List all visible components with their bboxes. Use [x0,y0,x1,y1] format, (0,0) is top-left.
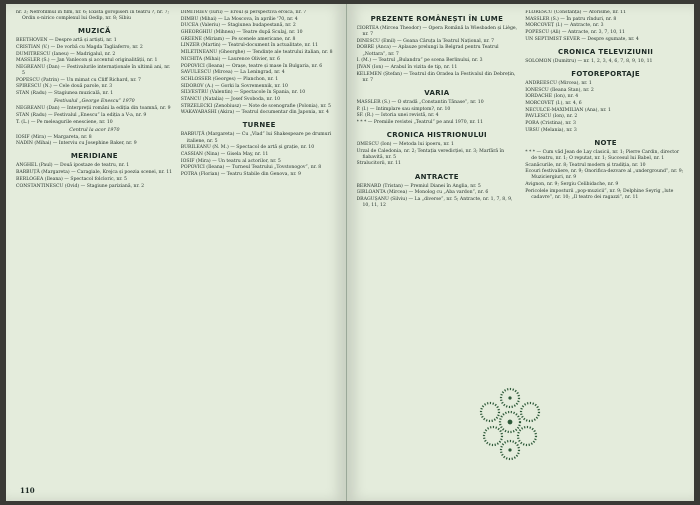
index-entry: KELEMEN (Ștefan) — Teatrul din Oradea la Festivalul din Debrețin, nr. 7 [356,71,516,83]
index-entry: MILETINEANU (Gheorghe) — Tendințe ale teatrului italian, nr. 8 [180,50,333,56]
index-entry: NADIN (Mihai) — Interviu cu Josephine Baker, nr. 9 [16,141,137,147]
index-entry: CRISTIAN (V.) — De vorbă cu Magda Tagliaferro, nr. 2 [16,44,143,50]
index-entry: POPESCU (Ali) — Antracte, nr. 3, 7, 10, 11 [525,30,625,36]
index-entry: STAN (Radu) — Festivalul „Enescu” la ediția a V-a, nr. 9 [16,112,147,118]
index-entry: GIRLOANTA (Mircea) — Monolog cu „Aba vardon”, nr. 6 [356,190,489,196]
index-entry: STRZELECKI (Zenobiusz) — Note de scenografie (Polonia), nr. 5 [180,103,331,109]
index-entry: POPOVICI (Ileana) — Orașe, teatre și mase în Bulgaria, nr. 6 [180,63,323,69]
index-entry: NICHITA (Mihai) — Laurence Olivier, nr. 6 [180,56,280,62]
section-heading: CRONICA TELEVIZIUNII [558,47,654,56]
index-entry: DUCEA (Valeriu) — Stagiunea budapestană, nr. 2 [180,23,296,29]
section-heading: FOTOREPORTAJE [571,69,640,78]
index-entry: PORA (Cristina), nr. 3 [525,121,576,127]
index-entry: T. (L.) — Pe meleagurile enesciene, nr. 10 [16,119,113,125]
index-entry: SF. (R.) — Istoria unei revistă, nr. 4 [356,113,439,119]
left-page-column-2 [181,10,338,483]
index-entry: MASSLER (S.) — Jan Vanlecon și accentul originalității, nr. 1 [16,58,158,64]
index-entry: MASSLER (S.) — În patru rînduri, nr. 8 [525,16,617,22]
index-entry: P. (I.) — Intimplare sau simptom?, nr. 10 [356,106,451,112]
index-entry: SIDOROV (A.) — Gorki la Sovremennik, nr. 10 [180,83,288,89]
index-entry: DOBRE (Anca) — Aplauze prelungi la Belgrad pentru Teatrul „Nottara”, nr. 7 [356,45,499,57]
index-entry: SAVULESCU (Mircea) — La Leningrad, nr. 4 [180,70,285,76]
index-entry: ANGHEL (Paul) — Două ipostaze de teatru, nr. 1 [16,163,130,169]
index-entry: NECULCE-MAXIMILIAN (Ana), nr. 1 [525,107,611,113]
index-entry: BARBUȚĂ (Margareta) — Caragiale, Krejca și poezia scenei, nr. 11 [16,170,173,176]
left-page [6,4,347,501]
index-entry: I. (M.) — Teatrul „Bulandra” pe scena Berlinului, nr. 3 [356,58,483,64]
index-entry: BARBUȚĂ (Margareta) — Cu „Vlad” lui Shakespeare pe drumuri italiene, nr. 5 [180,132,332,144]
index-entry: Stralucitorii, nr. 11 [356,161,401,167]
index-entry: Urzal de Caledonia, nr. 2; Tentația veredicției, nr. 3; Marfără în fiabavită, nr. 5 [356,148,505,160]
index-entry: DRAGUȘANU (Silviu) — La „diverse”, nr. 5; Antracte, nr. 1, 7, 8, 9, 10, 11, 12 [356,196,513,208]
index-entry: Scanăcurile, nr. 8; Teatrul modern și tradiția, nr. 10 [525,162,646,168]
index-entry: MORCOVEȚ (I.) — Antracte, nr. 3 [525,23,604,29]
index-entry: DIMITRIEV (Iurii) — Eroul și perspectiva eroică, nr. 7 [180,10,307,15]
index-entry: MORCOVEȚ (I.), nr. 4, 6 [525,101,582,106]
index-entry: URSU (Melania), nr. 3 [525,127,577,133]
index-entry: JIVAN (Ion) — Arabul în vizita de tip, nr. 11 [356,64,458,70]
index-entry: BEETHOVEN — Despre artă și artiști, nr. 1 [16,38,117,44]
index-entry: DINESCU (Emil) — Goana Căruța la Teatrul Național, nr. 7 [356,38,495,44]
index-entry: GREENE (Miriam) — Pe scenele americane, nr. 8 [180,36,296,42]
index-entry: nr. 3; Nefrofilmul în film, nr. 6; Există goropiseri în teatru ?, nr. 7; Ordin o-nirico complexul lui Oedip, nr. 8; Sibiu [16,10,170,22]
right-page [347,4,695,501]
index-entry: SOLOMON (Dumitru) — nr. 1, 2, 3, 4, 6, 7, 8, 9, 10, 11 [525,58,653,64]
index-entry: NEGREANU (Dan) — Interpreții români la ediția din toamnă, nr. 9 [16,106,171,112]
index-entry: UN SEPTIMIST SEVER — Despre sgumate, nr. 4 [525,36,639,42]
page-number: 110 [20,486,35,495]
index-entry: DIMBU (Mihai) — La Moscova, în aprilie '70, nr. 4 [180,16,298,22]
floral-ornament-icon [475,384,545,466]
index-entry: Avignon, nr. 9; Sergiu Celibidache, nr. 9 [525,182,619,188]
section-heading: ANTRACTE [414,172,459,181]
index-entry: SPIRESCU (N.) — Cele două parole, nr. 3 [16,84,113,90]
subsection-heading: Centrul la acor 1970 [69,127,120,133]
section-heading: NOTE [594,138,617,147]
index-entry: MASSLER (S.) — O stradă „Constantin Tănase”, nr. 10 [356,99,484,105]
index-entry: Pericolele imposturii „pop-muzicii”, nr. 9; Delphine Seyrig „lute cadavre”, nr. 10; „Il teatro dei ragazzi”, nr. 11 [525,188,674,200]
index-entry: STANCU (Natalia) — Josef Svoboda, nr. 10 [180,96,281,102]
index-entry: LINZER (Martin) — Teatrul-document în actualitate, nr. 11 [180,43,319,49]
subsection-heading: Festivalul „George Enescu” 1970 [54,99,135,105]
index-entry: * * * — Premiile revistei „Teatrul” pe anul 1970, nr. 11 [356,119,483,125]
index-entry: NEGREANU (Dan) — Festivalurile internaționale în ultimii ani, nr. 5 [16,64,171,77]
index-entry: STAN (Radu) — Stagiunea muzicală, nr. 1 [16,91,114,97]
index-entry: BURILEANU (N. M.) — Spectacol de artă și grație, nr. 10 [180,145,315,151]
index-entry: CONSTANTINESCU (Ovid) — Stagiune pariziană, nr. 2 [16,183,145,189]
index-entry: IOSIF (Mira) — Margareta, nr. 8 [16,134,92,140]
index-entry: Ecouri festivaliere, nr. 9; Onorifica-dezvare al „underground”, nr. 9; Muziciergiuri, nr. 9 [525,169,684,181]
index-entry: OMESCU (Ion) — Metoda lui ipoeru, nr. 1 [356,141,454,147]
section-heading: PREZENTE ROMÂNEȘTI ÎN LUME [370,15,504,23]
index-entry: BERNARD (Tristan) — Premiul Dianei în Anglia, nr. 5 [356,183,481,189]
index-entry: ANDREESCU (Mircea), nr. 1 [525,80,592,86]
index-entry: CASSIAN (Nina) — Gisela May, nr. 11 [180,151,269,157]
section-heading: TURNEE [242,121,276,130]
right-page-column-2 [525,10,686,483]
index-entry: IOSIF (Mira) — Un teatru al actorilor, nr. 5 [180,158,281,164]
index-entry: * * * — Cum văd Jean de Lay clasicii, nr. 1; Pierre Cardin, director de teatru, nr. 1; O reputat, nr. 1; Succesul lui Babel, nr. 1 [525,149,680,161]
section-heading: MERIDIANE [70,152,118,161]
index-entry: CIORTEA (Mircea Theodor) — Opera Română la Wiesbaden și Liège, nr. 7 [356,26,518,38]
index-entry: DUMITRESCU (Ianeu) — Madrigalul, nr. 2 [16,51,116,57]
index-entry: SILVESTRU (Valentin) — Spectacole în Spania, nr. 10 [180,90,306,96]
index-entry: POTRA (Florian) — Teatru Stabile din Genova, nr. 9 [180,171,301,177]
section-heading: MUZICĂ [78,27,111,36]
index-entry: GHEORGHIU (Mihnea) — Teatre după Sculaj, nr. 10 [180,30,303,36]
index-entry: WAKAYABASHI (Akira) — Teatrul documentar din Japonia, nr. 4 [180,110,329,116]
book-spread [6,4,694,501]
index-entry: FLORESCU (Constanța) — Aforisme, nr. 11 [525,10,627,15]
index-entry: PAVLESCU (Ion), nr. 2 [525,114,578,120]
index-entry: POPOVICI (Ileana) — Turneul Teatrului „Tovstonogov”, nr. 8 [180,165,322,171]
index-entry: IONESCU (Ileana Stan), nr. 2 [525,87,594,93]
left-page-column-1 [16,10,173,483]
index-entry: SCHLOSSER (Georges) — Planchon, nr. 1 [180,76,279,82]
index-entry: IORDACHE (Ion), nr. 4 [525,94,579,100]
index-entry: POPESCU (Patrin) — Un mimat cu Cliff Richard, nr. 7 [16,77,141,83]
section-heading: VARIA [424,88,450,97]
section-heading: CRONICA HISTRIONULUI [386,130,487,139]
index-entry: BERLOGEA (Ileana) — Spectacol folcloric, nr. 5 [16,176,127,182]
